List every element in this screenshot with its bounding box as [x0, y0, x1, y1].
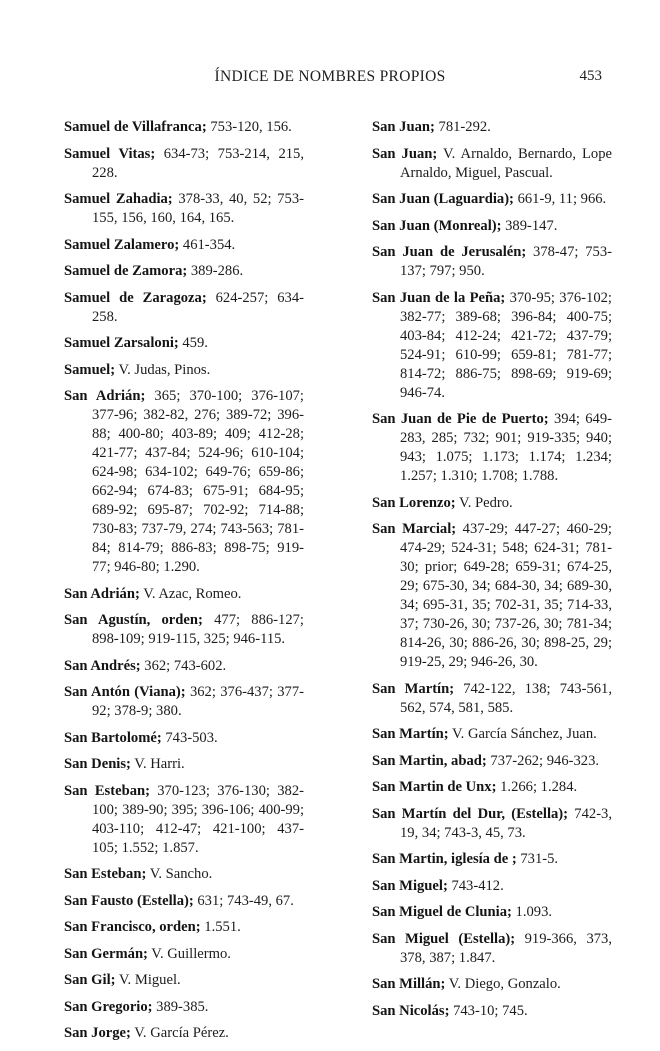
- entry-heading: Samuel de Zamora;: [64, 263, 188, 279]
- index-entry: [372, 289, 612, 403]
- index-entry: [64, 334, 304, 353]
- index-entry: [64, 236, 304, 255]
- entry-heading: San Gregorio;: [64, 998, 153, 1015]
- entry-references: V. Miguel.: [115, 972, 181, 988]
- entry-heading: San Nicolás;: [372, 1002, 450, 1019]
- index-entry: [372, 850, 612, 869]
- entry-references: 370-95; 376-102; 382-77; 389-68; 396-84; 400-75; 403-84; 412-24; 421-72; 437-79; 524-91; 610-99; 659-81; 781-77; 814-72; 886-75; 898-69; 919-69; 946-74.: [400, 289, 612, 401]
- entry-references: 631; 743-49, 67.: [193, 892, 294, 909]
- index-entry: [64, 657, 304, 676]
- index-entry: [64, 1024, 304, 1043]
- entry-heading: San Jorge;: [64, 1025, 131, 1041]
- entry-references: V. Guillermo.: [147, 945, 231, 962]
- entry-references: 394; 649-283, 285; 732; 901; 919-335; 940; 943; 1.075; 1.173; 1.174; 1.234; 1.257; 1.310; 1.708; 1.788.: [400, 411, 612, 484]
- index-entry: [372, 494, 612, 513]
- entry-heading: San Lorenzo;: [372, 494, 456, 511]
- index-entry: [372, 930, 612, 968]
- entry-heading: San Martin de Unx;: [372, 779, 497, 795]
- index-entry: [372, 805, 612, 843]
- entry-heading: Samuel de Villafranca;: [64, 119, 207, 135]
- entry-references: 1.551.: [200, 919, 241, 935]
- index-entry: [372, 975, 612, 994]
- index-entry: [372, 752, 612, 771]
- index-entry: [64, 145, 304, 183]
- index-entry: [372, 520, 612, 672]
- entry-heading: San Martín;: [372, 726, 449, 742]
- index-entry: [64, 729, 304, 748]
- index-entry: [372, 903, 612, 922]
- entry-references: 743-503.: [161, 729, 218, 746]
- running-title: ÍNDICE DE NOMBRES PROPIOS: [214, 68, 446, 85]
- index-entry: [64, 585, 304, 604]
- index-entry: [372, 190, 612, 209]
- entry-references: 742-3, 19, 34; 743-3, 45, 73.: [400, 805, 612, 841]
- index-entry: [64, 918, 304, 937]
- entry-heading: San Juan (Laguardia);: [372, 191, 514, 207]
- entry-references: 634-73; 753-214, 215, 228.: [92, 145, 304, 181]
- entry-references: 661-9, 11; 966.: [513, 191, 607, 207]
- entry-heading: San Miguel de Clunia;: [372, 904, 512, 920]
- entry-heading: San Bartolomé;: [64, 729, 162, 746]
- entry-heading: Samuel Zahadia;: [64, 191, 173, 207]
- entry-heading: San Martín del Dur, (Estella);: [372, 805, 569, 822]
- entry-references: 1.266; 1.284.: [496, 779, 578, 795]
- index-entry: [372, 778, 612, 797]
- entry-heading: San Miguel (Estella);: [372, 930, 516, 947]
- index-entry: [372, 877, 612, 896]
- entry-heading: San Andrés;: [64, 657, 141, 674]
- index-entry: [64, 118, 304, 137]
- entry-references: V. Sancho.: [146, 866, 213, 882]
- entry-heading: San Adrián;: [64, 585, 140, 602]
- entry-heading: San Miguel;: [372, 877, 448, 894]
- index-entry: [64, 865, 304, 884]
- entry-references: V. Arnaldo, Bernardo, Lope Arnaldo, Miguel, Pascual.: [400, 145, 612, 181]
- index-entry: [64, 262, 304, 281]
- entry-references: 737-262; 946-323.: [486, 752, 600, 769]
- index-entry: [64, 998, 304, 1017]
- entry-heading: San Juan;: [372, 119, 435, 135]
- index-entry: [64, 289, 304, 327]
- entry-references: 461-354.: [179, 236, 236, 253]
- entry-references: 362; 376-437; 377-92; 378-9; 380.: [92, 684, 304, 719]
- entry-heading: San Millán;: [372, 976, 446, 992]
- entry-heading: San Martín;: [372, 680, 455, 697]
- index-columns: [64, 118, 612, 1051]
- left-column: [64, 118, 304, 1051]
- entry-references: 624-257; 634-258.: [92, 289, 304, 325]
- entry-references: 743-412.: [447, 877, 504, 894]
- index-entry: [372, 118, 612, 137]
- entry-heading: San Juan de Pie de Puerto;: [372, 411, 549, 427]
- entry-heading: Samuel Zarsaloni;: [64, 335, 179, 351]
- entry-heading: Samuel de Zaragoza;: [64, 289, 207, 306]
- entry-heading: Samuel Zalamero;: [64, 236, 180, 253]
- entry-references: 753-120, 156.: [206, 119, 292, 135]
- index-entry: [372, 725, 612, 744]
- index-entry: [372, 410, 612, 486]
- entry-references: 459.: [178, 335, 208, 351]
- entry-references: V. García Pérez.: [130, 1025, 229, 1041]
- entry-heading: San Fausto (Estella);: [64, 892, 194, 909]
- entry-references: 781-292.: [434, 119, 491, 135]
- entry-references: 731-5.: [516, 851, 559, 867]
- entry-heading: San Denis;: [64, 756, 131, 772]
- entry-references: V. Diego, Gonzalo.: [445, 976, 561, 992]
- entry-heading: San Juan de la Peña;: [372, 289, 506, 306]
- entry-references: 437-29; 447-27; 460-29; 474-29; 524-31; 548; 624-31; 781-30; prior; 649-28; 659-31; 674-25, 29; 675-30, 34; 684-30, 34; 689-30, 34; 695-31, 35; 702-31, 35; 714-33, 37; 730-26, 30; 737-26, 30; 781-34; 814-26, 30; 886-26, 30; 898-25, 29; 919-25, 29; 946-26, 30.: [400, 521, 612, 670]
- entry-heading: San Antón (Viana);: [64, 684, 186, 700]
- index-entry: [64, 683, 304, 721]
- entry-references: V. Azac, Romeo.: [139, 585, 242, 602]
- index-entry: [372, 217, 612, 236]
- entry-references: V. Pedro.: [455, 494, 513, 511]
- index-entry: [64, 782, 304, 858]
- entry-heading: San Esteban;: [64, 866, 147, 882]
- entry-references: 389-385.: [152, 998, 209, 1015]
- entry-heading: San Gil;: [64, 972, 116, 988]
- entry-references: 743-10; 745.: [449, 1002, 528, 1019]
- entry-references: 389-286.: [187, 263, 244, 279]
- entry-references: 362; 743-602.: [140, 657, 227, 674]
- index-entry: [64, 361, 304, 380]
- entry-heading: San Martin, iglesía de ;: [372, 851, 517, 867]
- entry-heading: San Juan;: [372, 145, 438, 162]
- index-entry: [64, 190, 304, 228]
- entry-heading: Samuel;: [64, 361, 116, 378]
- index-entry: [64, 892, 304, 911]
- entry-references: 378-47; 753-137; 797; 950.: [400, 244, 612, 279]
- entry-heading: San Martin, abad;: [372, 752, 487, 769]
- entry-heading: San Esteban;: [64, 782, 150, 799]
- entry-heading: San Juan de Jerusalén;: [372, 244, 527, 260]
- index-entry: [372, 243, 612, 281]
- entry-references: 370-123; 376-130; 382-100; 389-90; 395; 396-106; 400-99; 403-110; 412-47; 421-100; 437-105; 1.552; 1.857.: [92, 782, 304, 856]
- entry-heading: San Marcial;: [372, 521, 457, 537]
- index-entry: [64, 611, 304, 649]
- index-entry: [372, 1002, 612, 1021]
- entry-heading: San Juan (Monreal);: [372, 217, 502, 234]
- entry-references: 742-122, 138; 743-561, 562, 574, 581, 585.: [400, 680, 612, 716]
- page-header: [0, 68, 660, 94]
- index-entry: [372, 680, 612, 718]
- entry-heading: San Germán;: [64, 945, 148, 962]
- entry-references: 365; 370-100; 376-107; 377-96; 382-82, 276; 389-72; 396-88; 400-80; 403-89; 409; 412-28; 421-77; 437-84; 524-96; 610-104; 624-98; 634-102; 649-76; 659-86; 662-94; 674-83; 675-91; 684-95; 689-92; 695-87; 702-92; 714-88; 730-83; 737-79, 274; 743-563; 781-84; 814-79; 886-83; 898-75; 919-77; 946-80; 1.290.: [92, 388, 304, 575]
- index-entry: [64, 945, 304, 964]
- entry-references: V. García Sánchez, Juan.: [448, 726, 597, 742]
- entry-heading: San Adrián;: [64, 388, 146, 404]
- page-number: 453: [579, 68, 602, 84]
- index-entry: [64, 755, 304, 774]
- right-column: [372, 118, 612, 1051]
- index-entry: [64, 387, 304, 577]
- entry-heading: Samuel Vitas;: [64, 145, 156, 162]
- entry-references: 919-366, 373, 378, 387; 1.847.: [400, 930, 612, 966]
- entry-heading: San Francisco, orden;: [64, 919, 201, 935]
- entry-references: 378-33, 40, 52; 753-155, 156, 160, 164, 165.: [92, 191, 304, 226]
- entry-references: 1.093.: [511, 904, 553, 920]
- entry-references: V. Judas, Pinos.: [115, 361, 211, 378]
- index-entry: [372, 145, 612, 183]
- entry-references: V. Harri.: [130, 756, 185, 772]
- entry-references: 477; 886-127; 898-109; 919-115, 325; 946-115.: [92, 612, 304, 647]
- entry-heading: San Agustín, orden;: [64, 612, 203, 628]
- entry-references: 389-147.: [501, 217, 558, 234]
- index-entry: [64, 971, 304, 990]
